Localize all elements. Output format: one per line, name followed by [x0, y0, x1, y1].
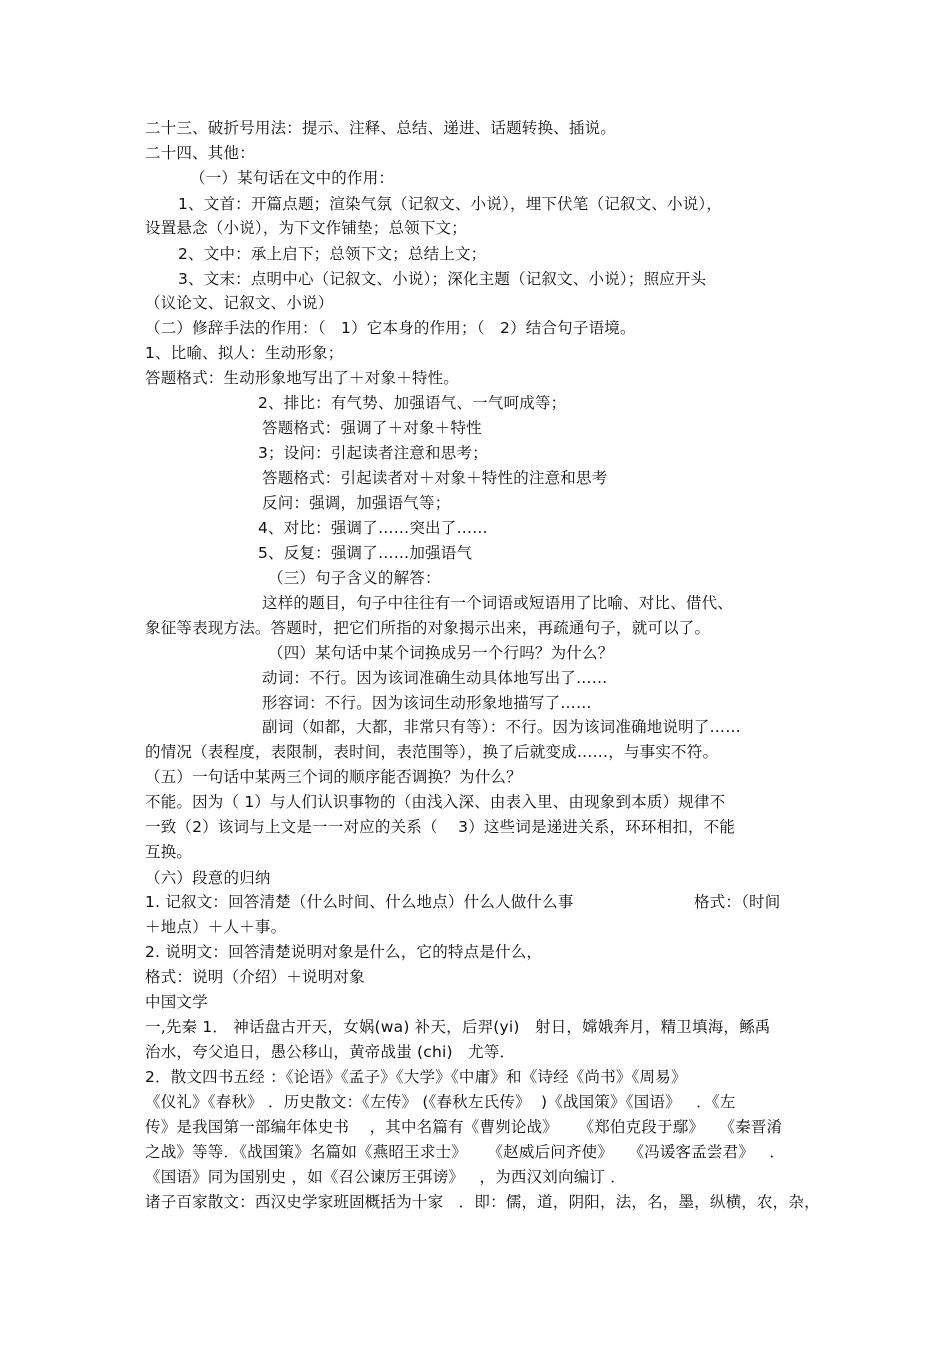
- text-line: 1、文首：开篇点题；渲染气氛（记叙文、小说），埋下伏笔（记叙文、小说），: [178, 195, 723, 213]
- text-line: ＋地点）＋人＋事。: [145, 918, 287, 936]
- text-line: 1、比喻、拟人：生动形象；: [145, 344, 344, 362]
- text-line: 《仪礼》《春秋》 ．历史散文：《左传》 (《春秋左氏传》 )《战国策》《国语》 ．《左: [145, 1093, 736, 1111]
- text-line: （二）修辞手法的作用：（ 1）它本身的作用；（ 2）结合句子语境。: [145, 319, 636, 337]
- text-line: （六）段意的归纳: [145, 869, 271, 887]
- text-line: 这样的题目，句子中往往有一个词语或短语用了比喻、对比、借代、: [262, 594, 734, 612]
- text-line: 2. 说明文：回答清楚说明对象是什么，它的特点是什么，: [145, 943, 543, 961]
- text-line: （五）一句话中某两三个词的顺序能否调换？为什么？: [145, 768, 522, 786]
- text-line: 答题格式：强调了＋对象＋特性: [262, 419, 482, 437]
- text-line: 3、文末：点明中心（记叙文、小说）；深化主题（记叙文、小说）；照应开头: [178, 270, 707, 288]
- text-line: 动词：不行。因为该词准确生动具体地写出了……: [262, 669, 608, 687]
- text-line: 传》是我国第一部编年体史书 ，其中名篇有《曹刿论战》 《郑伯克段于鄢》 《秦晋淆: [145, 1118, 783, 1136]
- text-line: 副词（如都，大都，非常只有等）：不行。因为该词准确地说明了……: [262, 718, 741, 736]
- text-line: 2．散文四书五经 ：《论语》《孟子》《大学》《中庸》和《诗经《尚书》《周易》: [145, 1068, 687, 1086]
- text-line: 的情况（表程度，表限制，表时间，表范围等），换了后就变成……，与事实不符。: [145, 743, 719, 761]
- text-line: 4、对比：强调了……突出了……: [258, 519, 488, 537]
- text-line: 《国语》同为国别史 ，如《召公谏厉王弭谤》 ，为西汉刘向编订 ．: [145, 1168, 626, 1186]
- text-line: 不能。因为（ 1）与人们认识事物的（由浅入深、由表入里、由现象到本质）规律不: [145, 793, 726, 811]
- text-line: 治水，夸父追日，愚公移山，黄帝战蚩 (chi) 尤等．: [145, 1043, 516, 1061]
- text-line: 答题格式：生动形象地写出了＋对象＋特性。: [145, 369, 460, 387]
- text-line: 格式：说明（介绍）＋说明对象: [145, 968, 365, 986]
- text-line: 互换。: [145, 843, 193, 861]
- text-line: 象征等表现方法。答题时，把它们所指的对象揭示出来，再疏通句子，就可以了。: [145, 619, 711, 637]
- text-line: 答题格式：引起读者对＋对象＋特性的注意和思考: [262, 469, 608, 487]
- text-line: 反问：强调，加强语气等；: [262, 494, 451, 512]
- text-line: 格式：（时间: [694, 893, 781, 911]
- text-line: （议论文、记叙文、小说）: [145, 294, 334, 312]
- text-line: 2、排比：有气势、加强语气、一气呵成等；: [258, 394, 567, 412]
- text-line: （三）句子含义的解答：: [268, 569, 441, 587]
- text-line: 二十三、破折号用法：提示、注释、总结、递进、话题转换、插说。: [145, 119, 617, 137]
- text-line: （一）某句话在文中的作用：: [190, 169, 395, 187]
- text-line: 一,先秦 1． 神话盘古开天，女娲(wa) 补天，后羿(yi) 射日，嫦娥奔月，精卫填海，鲧禹: [145, 1018, 771, 1036]
- text-line: 中国文学: [145, 993, 208, 1011]
- text-line: 诸子百家散文：西汉史学家班固概括为十家 ．即：儒，道，阴阳，法，名，墨，纵横，农，杂，: [145, 1193, 820, 1211]
- text-line: 2、文中：承上启下；总领下文；总结上文；: [178, 245, 487, 263]
- text-line: 二十四、其他：: [145, 144, 255, 162]
- text-line: （四）某句话中某个词换成另一个行吗？为什么？: [268, 644, 614, 662]
- text-line: 之战》等等．《战国策》名篇如《燕昭王求士》 《赵威后问齐使》 《冯谖客孟尝君》 ．: [145, 1143, 786, 1161]
- text-line: 5、反复：强调了……加强语气: [258, 544, 473, 562]
- text-line: 设置悬念（小说），为下文作铺垫；总领下文；: [145, 219, 467, 237]
- text-line: 一致（2）该词与上文是一一对应的关系（ 3）这些词是递进关系，环环相扣，不能: [145, 818, 736, 836]
- text-line: 3；设问：引起读者注意和思考；: [258, 444, 488, 462]
- text-line: 形容词：不行。因为该词生动形象地描写了……: [262, 694, 592, 712]
- text-line: 1. 记叙文：回答清楚（什么时间、什么地点）什么人做什么事: [145, 893, 574, 911]
